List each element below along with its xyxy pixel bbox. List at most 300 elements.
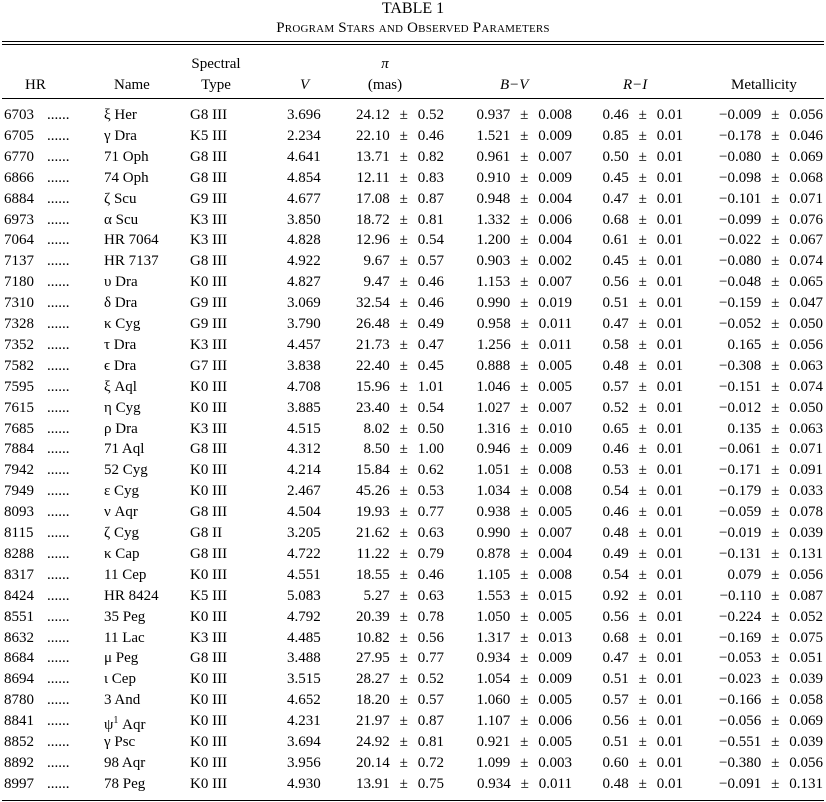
metallicity-cell-error: 0.074 — [789, 253, 823, 270]
parallax-cell-value: 19.93 — [356, 504, 390, 521]
ri-cell-error: 0.01 — [656, 441, 683, 458]
bv-cell — [460, 272, 572, 292]
plus-minus-sign: ± — [638, 378, 647, 395]
metallicity-cell — [700, 377, 823, 397]
table-row — [0, 544, 826, 565]
ri-cell-error: 0.01 — [656, 608, 683, 625]
bv-cell-value: 1.054 — [476, 671, 511, 688]
plus-minus-sign: ± — [399, 483, 408, 500]
v-mag-cell: 3.696 — [287, 107, 321, 123]
parallax-cell-error: 0.46 — [417, 274, 444, 291]
plus-minus-sign: ± — [520, 420, 529, 437]
star-name-cell — [104, 628, 145, 648]
bv-cell — [460, 293, 572, 313]
plus-minus-sign: ± — [638, 692, 647, 709]
parallax-cell-error: 0.47 — [417, 336, 444, 353]
star-name: υ Dra — [104, 274, 138, 291]
star-name: 3 And — [104, 692, 141, 709]
ri-cell-value: 0.54 — [602, 483, 629, 500]
parallax-cell — [340, 648, 444, 668]
star-name-cell — [104, 690, 140, 710]
ri-cell-value: 0.54 — [602, 566, 629, 583]
ri-cell — [588, 439, 683, 459]
parallax-cell-error: 0.57 — [417, 692, 444, 709]
v-mag-cell: 4.827 — [287, 274, 321, 291]
parallax-cell — [340, 335, 444, 355]
parallax-cell-error: 0.54 — [417, 232, 444, 249]
star-name-cell — [104, 586, 159, 606]
parallax-cell-error: 0.72 — [417, 754, 444, 771]
ri-cell — [588, 711, 683, 731]
table-row — [0, 753, 826, 774]
bv-cell — [460, 481, 572, 501]
plus-minus-sign: ± — [520, 462, 529, 479]
star-name-cell — [104, 356, 136, 376]
plus-minus-sign: ± — [520, 169, 529, 186]
v-mag-cell: 4.828 — [287, 232, 321, 249]
hr-cell: 7137 — [4, 253, 34, 270]
metallicity-cell — [700, 586, 823, 606]
parallax-cell-value: 12.96 — [356, 232, 390, 249]
plus-minus-sign: ± — [399, 734, 408, 750]
v-mag-cell: 3.515 — [287, 671, 321, 688]
bv-cell-value: 0.934 — [476, 650, 511, 667]
leader-dots: ...... — [47, 378, 70, 395]
plus-minus-sign: ± — [771, 525, 780, 541]
metallicity-cell — [700, 398, 823, 418]
v-mag-cell: 4.708 — [287, 378, 321, 395]
ri-cell-error: 0.01 — [656, 713, 683, 730]
hr-cell: 8551 — [4, 608, 34, 625]
hr-cell: 7328 — [4, 316, 34, 332]
metallicity-cell — [700, 356, 823, 376]
bv-cell — [460, 147, 572, 167]
metallicity-cell-error: 0.076 — [789, 211, 823, 228]
v-mag-cell: 3.694 — [287, 734, 321, 750]
metallicity-cell-value: −0.009 — [719, 107, 762, 123]
ri-cell-error: 0.01 — [656, 295, 683, 312]
parallax-cell-value: 15.96 — [356, 378, 390, 395]
plus-minus-sign: ± — [399, 587, 408, 604]
metallicity-cell — [700, 565, 823, 585]
v-mag-cell: 4.214 — [287, 462, 321, 479]
bv-cell-value: 1.316 — [476, 420, 511, 437]
ri-cell-value: 0.47 — [602, 190, 629, 207]
bv-cell-value: 1.256 — [477, 336, 511, 353]
ri-cell — [588, 669, 683, 689]
ri-cell-error: 0.01 — [656, 127, 683, 144]
ri-cell-value: 0.51 — [602, 671, 629, 688]
metallicity-cell — [700, 126, 823, 146]
star-name: 52 Cyg — [104, 462, 148, 479]
parallax-cell-value: 12.11 — [356, 169, 390, 186]
star-name: μ Peg — [104, 650, 139, 667]
plus-minus-sign: ± — [771, 336, 780, 353]
leader-dots: ...... — [47, 295, 70, 312]
ri-cell-error: 0.01 — [656, 566, 683, 583]
table-row — [0, 335, 826, 356]
v-mag-cell: 2.234 — [287, 127, 321, 144]
parallax-cell-value: 20.14 — [356, 754, 390, 771]
star-name: ξ Her — [104, 107, 137, 123]
parallax-cell-value: 23.40 — [356, 399, 390, 416]
plus-minus-sign: ± — [771, 378, 780, 395]
parallax-cell — [340, 189, 444, 209]
parallax-cell-error: 0.57 — [417, 253, 444, 270]
ri-cell-value: 0.68 — [602, 629, 629, 646]
metallicity-cell — [700, 774, 823, 794]
parallax-cell-error: 0.82 — [417, 148, 444, 165]
star-name-cell — [104, 335, 136, 355]
parallax-cell — [340, 669, 444, 689]
metallicity-cell — [700, 230, 823, 250]
leader-dots: ...... — [47, 754, 70, 771]
plus-minus-sign: ± — [520, 504, 529, 521]
leader-dots: ...... — [47, 253, 70, 270]
bv-cell-error: 0.008 — [538, 107, 572, 123]
parallax-cell-value: 20.39 — [356, 608, 390, 625]
ri-cell-value: 0.46 — [602, 107, 629, 123]
plus-minus-sign: ± — [638, 253, 647, 270]
bv-cell-value: 0.903 — [476, 253, 511, 270]
ri-cell-value: 0.57 — [602, 692, 629, 709]
spectral-type-cell: K0 III — [190, 775, 228, 792]
metallicity-cell — [700, 272, 823, 292]
plus-minus-sign: ± — [638, 462, 647, 479]
metallicity-cell — [700, 628, 823, 648]
v-mag-cell: 4.457 — [287, 336, 321, 353]
v-mag-cell: 3.885 — [287, 399, 321, 416]
parallax-cell — [340, 439, 444, 459]
parallax-cell — [340, 126, 444, 146]
plus-minus-sign: ± — [638, 441, 647, 458]
metallicity-cell-value: −0.061 — [719, 441, 762, 458]
metallicity-cell-error: 0.050 — [789, 399, 823, 416]
metallicity-cell — [700, 711, 823, 731]
plus-minus-sign: ± — [399, 775, 408, 792]
bv-cell-value: 1.051 — [476, 462, 511, 479]
ri-cell-error: 0.01 — [656, 420, 683, 437]
star-name: ψ — [104, 717, 114, 734]
bv-cell-error: 0.005 — [538, 692, 572, 709]
metallicity-cell-error: 0.047 — [789, 295, 823, 312]
plus-minus-sign: ± — [638, 629, 647, 646]
parallax-cell — [340, 607, 444, 627]
col-header-v: V — [300, 77, 310, 93]
star-name: 35 Peg — [104, 608, 146, 625]
parallax-cell-error: 0.52 — [417, 107, 444, 123]
metallicity-cell-value: −0.080 — [719, 148, 762, 165]
table-number: TABLE 1 — [381, 0, 445, 17]
plus-minus-sign: ± — [520, 441, 529, 458]
star-name-cell — [104, 230, 159, 250]
bv-cell — [460, 251, 572, 271]
hr-cell: 6705 — [4, 127, 34, 144]
ri-cell-value: 0.50 — [602, 148, 629, 165]
parallax-cell — [340, 419, 444, 439]
metallicity-cell-value: −0.012 — [719, 399, 762, 416]
ri-cell — [588, 732, 683, 752]
star-name-cell — [104, 460, 148, 480]
table-row — [0, 774, 826, 795]
star-name-cell — [104, 314, 140, 334]
ri-cell-value: 0.85 — [602, 127, 629, 144]
star-name: 11 Cep — [104, 566, 147, 583]
star-name: α Scu — [104, 211, 139, 228]
spectral-type-cell: K0 III — [190, 274, 228, 291]
table-row — [0, 648, 826, 669]
ri-cell-error: 0.01 — [656, 692, 683, 709]
plus-minus-sign: ± — [771, 504, 780, 521]
bv-cell-error: 0.019 — [538, 295, 572, 312]
metallicity-cell-error: 0.039 — [789, 525, 823, 541]
metallicity-cell — [700, 251, 823, 271]
parallax-cell — [340, 398, 444, 418]
v-mag-cell: 4.231 — [287, 713, 321, 730]
hr-cell: 7884 — [4, 441, 34, 458]
bv-cell-value: 1.521 — [476, 127, 511, 144]
metallicity-cell-value: −0.178 — [719, 127, 762, 144]
bv-cell — [460, 774, 572, 794]
bv-cell-value: 1.553 — [476, 587, 511, 604]
plus-minus-sign: ± — [771, 566, 780, 583]
bv-cell — [460, 523, 572, 543]
star-name-cell — [104, 439, 144, 459]
col-header-parallax: π — [381, 56, 389, 72]
bv-cell-value: 1.317 — [476, 629, 511, 646]
metallicity-cell — [700, 481, 823, 501]
plus-minus-sign: ± — [638, 127, 647, 144]
hr-cell: 8841 — [4, 713, 34, 730]
plus-minus-sign: ± — [771, 169, 780, 186]
plus-minus-sign: ± — [771, 754, 780, 771]
plus-minus-sign: ± — [520, 253, 529, 270]
hr-cell: 7582 — [4, 357, 34, 374]
leader-dots: ...... — [47, 775, 70, 792]
bv-cell — [460, 565, 572, 585]
parallax-cell-value: 18.55 — [356, 566, 390, 583]
plus-minus-sign: ± — [520, 713, 529, 730]
bv-cell-error: 0.007 — [538, 274, 572, 291]
plus-minus-sign: ± — [399, 274, 408, 291]
parallax-cell — [340, 502, 444, 522]
parallax-cell — [340, 690, 444, 710]
metallicity-cell-value: −0.022 — [719, 232, 762, 249]
bv-cell-error: 0.009 — [538, 169, 572, 186]
parallax-cell — [340, 628, 444, 648]
plus-minus-sign: ± — [520, 545, 529, 562]
col-header-bv: B−V — [500, 77, 529, 93]
metallicity-cell-error: 0.071 — [789, 441, 823, 458]
metallicity-cell-error: 0.065 — [789, 274, 823, 291]
plus-minus-sign: ± — [399, 357, 408, 374]
ri-cell — [588, 523, 683, 543]
parallax-cell — [340, 251, 444, 271]
ri-cell-error: 0.01 — [656, 336, 683, 353]
plus-minus-sign: ± — [399, 211, 408, 228]
parallax-cell-error: 0.77 — [417, 650, 444, 667]
leader-dots: ...... — [47, 525, 70, 541]
ri-cell-error: 0.01 — [656, 734, 683, 750]
bv-cell-error: 0.005 — [538, 357, 572, 374]
star-name-cell — [104, 126, 137, 146]
plus-minus-sign: ± — [520, 566, 529, 583]
bv-cell — [460, 648, 572, 668]
col-header-name: Name — [114, 77, 150, 93]
col-header-metallicity: Metallicity — [731, 77, 797, 93]
metallicity-cell-error: 0.063 — [789, 420, 823, 437]
bv-cell-error: 0.005 — [538, 504, 572, 521]
leader-dots: ...... — [47, 190, 70, 207]
ri-cell-error: 0.01 — [656, 775, 683, 792]
plus-minus-sign: ± — [399, 504, 408, 521]
parallax-cell — [340, 147, 444, 167]
star-name-superscript: 1 — [113, 715, 119, 727]
parallax-cell — [340, 168, 444, 188]
v-mag-cell: 4.551 — [287, 566, 321, 583]
parallax-cell — [340, 544, 444, 564]
table-row — [0, 565, 826, 586]
bv-cell-error: 0.015 — [538, 587, 572, 604]
spectral-type-cell: G8 III — [190, 169, 228, 186]
metallicity-cell-value: −0.171 — [719, 462, 762, 479]
v-mag-cell: 4.930 — [287, 775, 321, 792]
ri-cell-value: 0.56 — [602, 713, 629, 730]
spectral-type-cell: G8 III — [190, 253, 228, 270]
col-header-type: Type — [201, 77, 231, 93]
spectral-type-cell: K0 III — [190, 608, 228, 625]
spectral-type-cell: G8 III — [190, 545, 228, 562]
parallax-cell — [340, 732, 444, 752]
ri-cell — [588, 460, 683, 480]
metallicity-cell-value: −0.159 — [719, 295, 762, 312]
ri-cell — [588, 272, 683, 292]
bv-cell-error: 0.009 — [538, 671, 572, 688]
parallax-cell-value: 18.72 — [356, 211, 390, 228]
star-name-cell — [104, 502, 138, 522]
table-row — [0, 377, 826, 398]
bv-cell — [460, 753, 572, 773]
table-row — [0, 439, 826, 460]
ri-cell — [588, 293, 683, 313]
parallax-cell-value: 17.08 — [356, 190, 390, 207]
plus-minus-sign: ± — [520, 399, 529, 416]
leader-dots: ...... — [47, 671, 70, 688]
ri-cell-value: 0.56 — [602, 608, 629, 625]
ri-cell-value: 0.51 — [602, 734, 629, 750]
metallicity-cell-value: −0.169 — [719, 629, 762, 646]
plus-minus-sign: ± — [520, 629, 529, 646]
plus-minus-sign: ± — [399, 692, 408, 709]
ri-cell — [588, 586, 683, 606]
star-name-cell — [104, 648, 138, 668]
plus-minus-sign: ± — [771, 713, 780, 730]
parallax-cell-error: 0.45 — [417, 357, 444, 374]
col-header-ri: R−I — [623, 77, 648, 93]
metallicity-cell-error: 0.056 — [789, 336, 823, 353]
v-mag-cell: 4.504 — [287, 504, 321, 521]
star-name: κ Cap — [104, 545, 140, 562]
plus-minus-sign: ± — [771, 316, 780, 332]
plus-minus-sign: ± — [399, 399, 408, 416]
bv-cell-value: 1.153 — [476, 274, 511, 291]
plus-minus-sign: ± — [520, 734, 529, 750]
metallicity-cell — [700, 523, 823, 543]
star-name: η Cyg — [104, 399, 141, 416]
v-mag-cell: 3.956 — [287, 754, 321, 771]
parallax-cell-error: 0.53 — [417, 483, 444, 500]
metallicity-cell-error: 0.069 — [789, 148, 823, 165]
v-mag-cell: 4.652 — [287, 692, 321, 709]
star-name: κ Cyg — [104, 316, 141, 332]
metallicity-cell-value: −0.224 — [719, 608, 762, 625]
bv-cell-error: 0.004 — [538, 545, 572, 562]
leader-dots: ...... — [47, 462, 70, 479]
v-mag-cell: 4.677 — [287, 190, 321, 207]
plus-minus-sign: ± — [399, 295, 408, 312]
plus-minus-sign: ± — [399, 190, 408, 207]
hr-cell: 8997 — [4, 775, 34, 792]
metallicity-cell-value: −0.048 — [719, 274, 762, 291]
metallicity-cell-error: 0.131 — [789, 545, 823, 562]
hr-cell: 7310 — [4, 295, 34, 312]
plus-minus-sign: ± — [771, 629, 780, 646]
plus-minus-sign: ± — [520, 190, 529, 207]
hr-cell: 6884 — [4, 190, 34, 207]
table-row — [0, 147, 826, 168]
table-row — [0, 272, 826, 293]
parallax-cell-value: 27.95 — [356, 650, 390, 667]
metallicity-cell-value: −0.023 — [719, 671, 762, 688]
metallicity-cell-value: −0.551 — [719, 734, 762, 750]
col-header-hr: HR — [25, 77, 46, 93]
plus-minus-sign: ± — [771, 232, 780, 249]
bv-cell-value: 1.050 — [476, 608, 511, 625]
spectral-type-cell: K0 III — [190, 713, 228, 730]
hr-cell: 6866 — [4, 169, 34, 186]
plus-minus-sign: ± — [771, 253, 780, 270]
hr-cell: 8424 — [4, 587, 34, 604]
leader-dots: ...... — [47, 650, 70, 667]
bv-cell-error: 0.009 — [538, 127, 572, 144]
ri-cell-value: 0.46 — [602, 504, 629, 521]
bv-cell-value: 1.027 — [476, 399, 511, 416]
metallicity-cell — [700, 502, 823, 522]
bv-cell-value: 1.060 — [476, 692, 511, 709]
parallax-cell-error: 0.52 — [417, 671, 444, 688]
bv-cell — [460, 168, 572, 188]
metallicity-cell — [700, 147, 823, 167]
plus-minus-sign: ± — [520, 274, 529, 291]
spectral-type-cell: K5 III — [190, 127, 228, 144]
plus-minus-sign: ± — [399, 148, 408, 165]
star-name: HR 7137 — [104, 253, 159, 270]
metallicity-cell-error: 0.058 — [789, 692, 823, 709]
ri-cell-error: 0.01 — [656, 399, 683, 416]
star-name-cell — [104, 481, 139, 501]
metallicity-cell-error: 0.046 — [789, 127, 823, 144]
parallax-cell-error: 0.62 — [417, 462, 444, 479]
metallicity-cell — [700, 607, 823, 627]
ri-cell — [588, 628, 683, 648]
star-name: γ Psc — [104, 734, 136, 750]
plus-minus-sign: ± — [638, 316, 647, 332]
leader-dots: ...... — [47, 127, 70, 144]
ri-cell-error: 0.01 — [656, 148, 683, 165]
star-name-cell — [104, 544, 139, 564]
ri-cell-error: 0.01 — [656, 357, 683, 374]
plus-minus-sign: ± — [638, 566, 647, 583]
